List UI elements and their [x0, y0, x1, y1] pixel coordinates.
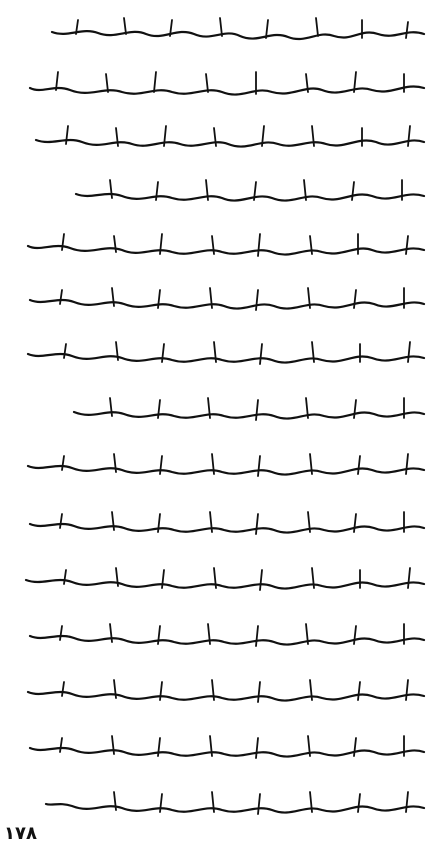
handwritten-text-block	[6, 0, 434, 850]
page-number: ١٧٨	[4, 823, 37, 844]
handwriting-ink	[6, 0, 434, 850]
